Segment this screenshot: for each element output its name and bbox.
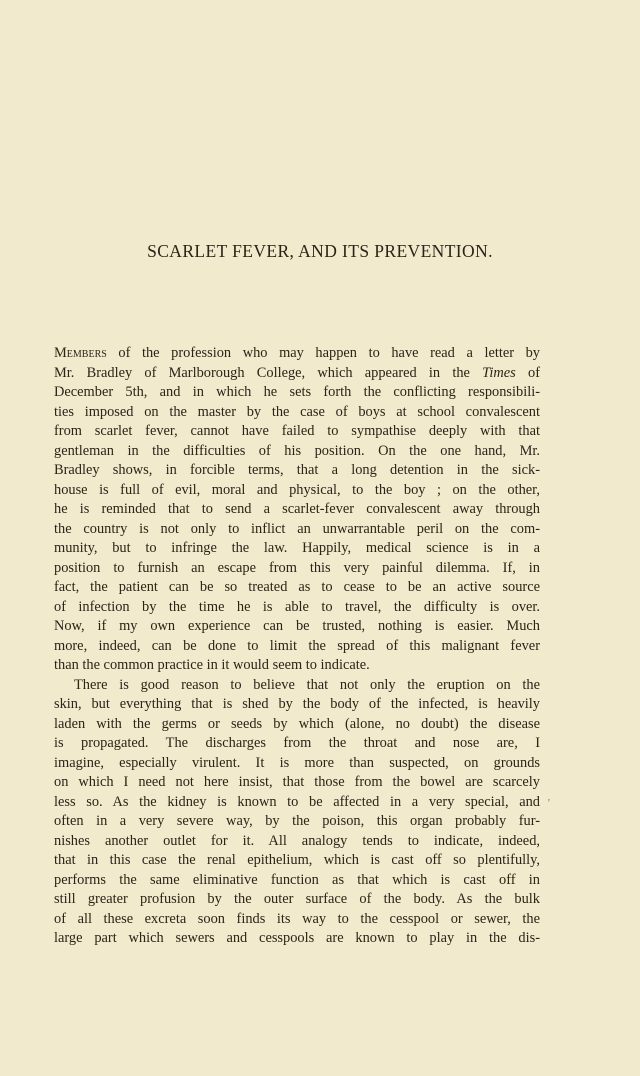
text-line: position to furnish an escape from this very painful dilemma. If, in — [54, 559, 540, 576]
text-line: skin, but everything that is shed by the body of the infected, is heavily — [54, 696, 540, 712]
text-line: of all these excreta soon finds its way to the cesspool or sewer, the — [54, 910, 540, 927]
text-line: less so. As the kidney is known to be affected in a very special, and — [54, 793, 540, 810]
text-line: from scarlet fever, cannot have failed to sympathise deeply with that — [54, 423, 540, 439]
text-line: laden with the germs or seeds by which (alone, no doubt) the disease — [54, 715, 540, 732]
text-line: that in this case the renal epithelium, which is cast off so plentifully, — [54, 852, 540, 868]
text-line: fact, the patient can be so treated as to cease to be an active source — [54, 579, 540, 595]
text-line: often in a very severe way, by the poison, this organ probably fur- — [54, 813, 540, 829]
text-line: ties imposed on the master by the case of boys at school convalescent — [54, 403, 540, 420]
lead-word: Members — [54, 345, 107, 361]
text-line — [54, 364, 540, 384]
line-text: Mr. Bradley of Marlborough College, which appeared in the — [54, 364, 483, 381]
text-line: performs the same eliminative function as that which is cast off in — [54, 871, 540, 888]
text-line: There is good reason to believe that not only the eruption on the — [74, 676, 540, 693]
text-line: is propagated. The discharges from the throat and nose are, I — [54, 735, 540, 751]
paragraph-2 — [54, 676, 540, 949]
paragraph-1 — [54, 344, 540, 676]
margin-mark: ' — [548, 798, 550, 809]
text-line: still greater profusion by the outer surface of the body. As the bulk — [54, 891, 540, 907]
article-body — [54, 344, 540, 949]
text-line: Bradley shows, in forcible terms, that a long detention in the sick- — [54, 462, 540, 478]
line-text: of — [515, 364, 540, 381]
text-line: house is full of evil, moral and physical, to the boy ; on the other, — [54, 481, 540, 498]
text-line: than the common practice in it would seem to indicate. — [54, 657, 370, 673]
text-line: the country is not only to inflict an unwarrantable peril on the com- — [54, 520, 540, 537]
text-line: December 5th, and in which he sets forth the conflicting responsibili- — [54, 384, 540, 400]
text-line: gentleman in the difficulties of his position. On the one hand, Mr. — [54, 442, 540, 459]
text-line: imagine, especially virulent. It is more than suspected, on grounds — [54, 754, 540, 771]
text-line: on which I need not here insist, that those from the bowel are scarcely — [54, 774, 540, 790]
text-line — [54, 344, 540, 364]
text-line: he is reminded that to send a scarlet-fever convalescent away through — [54, 501, 540, 517]
lead-line-rest: of the profession who may happen to have read a letter by — [106, 345, 540, 361]
text-line: Now, if my own experience can be trusted, nothing is easier. Much — [54, 618, 540, 634]
text-line: of infection by the time he is able to travel, the difficulty is over. — [54, 598, 540, 615]
newspaper-title: Times — [482, 364, 516, 381]
text-line: nishes another outlet for it. All analogy tends to indicate, indeed, — [54, 832, 540, 849]
text-line: large part which sewers and cesspools are known to play in the dis- — [54, 930, 540, 946]
text-line: more, indeed, can be done to limit the spread of this malignant fever — [54, 637, 540, 654]
text-line: munity, but to infringe the law. Happily, medical science is in a — [54, 540, 540, 556]
page-title: SCARLET FEVER, AND ITS PREVENTION. — [147, 241, 493, 261]
